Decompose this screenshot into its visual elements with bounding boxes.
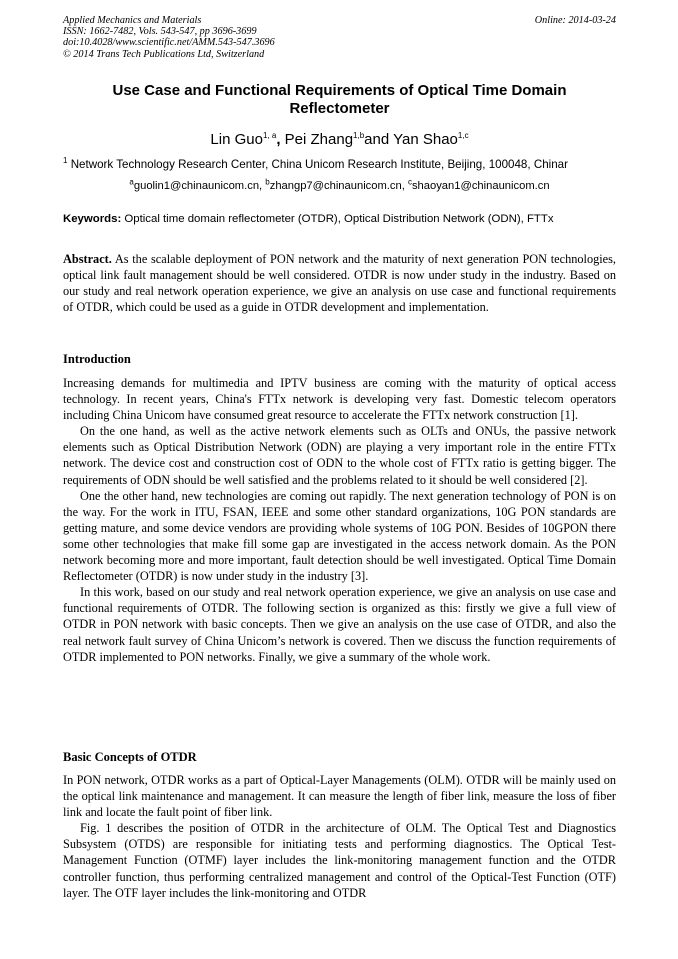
introduction-body — [63, 375, 616, 665]
paragraph: Fig. 1 describes the position of OTDR in the architecture of OLM. The Optical Test and Diagnostics Subsystem (OTDS) are responsible for initiating tests and performing diagnostics. The Optical Test-Management Function (OTMF) layer includes the link-monitoring management function and the OTDR controller function, thus performing centralized management and control of the Optical-Test Function (OTF) layer. The OTF layer includes the link-monitoring and OTDR — [63, 821, 616, 900]
paragraph: In PON network, OTDR works as a part of Optical-Layer Managements (OLM). OTDR will be mainly used on the optical link maintenance and management. It can measure the length of fiber link, measure the loss of fiber link and locate the fault point of fiber link. — [63, 773, 616, 820]
abstract — [63, 251, 616, 315]
author-name: Yan Shao — [393, 131, 458, 148]
journal-doi: doi:10.4028/www.scientific.net/AMM.543-547.3696 — [63, 37, 275, 49]
paragraph: On the one hand, as well as the active network elements such as OLTs and ONUs, the passive network elements such as Optical Distribution Network (ODN) are playing a very important role in the entire FTTx network. The device cost and construction cost of ODN to the whole cost of FTTx ratio is getting bigger. The requirements of ODN should be well satisfied and the problems related to it should be well considered [2]. — [63, 424, 616, 487]
email-mark: b — [265, 177, 270, 187]
paragraph: In this work, based on our study and real network operation experience, we give an analysis on use case and functional requirements of OTDR. The following section is organized as this: firstly we give a full view of OTDR in PON network with basic concepts. Then we give an analysis on the use case of OTDR, and also the real network fault survey of China Unicom’s network is covered. Then we discuss the function requirements of OTDR implemented to PON networks. Finally, we give a summary of the whole work. — [63, 585, 616, 664]
abstract-label: Abstract. — [63, 252, 112, 266]
affiliation — [63, 158, 623, 172]
journal-name: Applied Mechanics and Materials — [63, 15, 202, 26]
journal-header — [63, 15, 616, 60]
email-mark: a — [129, 177, 134, 187]
author-affiliation-mark: 1,c — [457, 131, 469, 140]
author-separator: , — [276, 131, 285, 148]
section-heading-basic-concepts: Basic Concepts of OTDR — [63, 750, 197, 764]
affiliation-text: Network Technology Research Center, China Unicom Research Institute, Beijing, 100048, Chinar — [70, 158, 568, 171]
author-affiliation-mark: 1,b — [353, 131, 365, 140]
email-link[interactable]: shaoyan1@chinaunicom.cn — [411, 180, 550, 192]
journal-copyright: © 2014 Trans Tech Publications Ltd, Switzerland — [63, 48, 265, 60]
affiliation-mark: 1 — [63, 156, 68, 166]
section-heading-introduction: Introduction — [63, 352, 131, 366]
author-list — [63, 131, 616, 149]
online-date: Online: 2014-03-24 — [534, 15, 616, 26]
keywords-label: Keywords: — [63, 213, 122, 225]
journal-issn: ISSN: 1662-7482, Vols. 543-547, pp 3696-3699 — [63, 26, 257, 38]
email-mark: c — [407, 177, 412, 187]
abstract-text: As the scalable deployment of PON network and the maturity of next generation PON technologies, optical link fault management should be well considered. OTDR is now under study in the industry. Based on our study and real network operation experience, we give an analysis on use case and functional requirements of OTDR, which could be used as a guide in OTDR development and implementation. — [63, 252, 616, 315]
author-name: Lin Guo — [210, 131, 263, 148]
author-separator: and — [364, 131, 394, 148]
basic-concepts-body — [63, 772, 616, 901]
email-link[interactable]: guolin1@chinaunicom.cn, — [133, 180, 266, 192]
paper-title: Use Case and Functional Requirements of Optical Time Domain Reflectometer — [112, 82, 567, 117]
author-emails — [63, 179, 616, 193]
author-affiliation-mark: 1, a — [262, 131, 277, 140]
author-name: Pei Zhang — [284, 131, 354, 148]
keywords — [63, 212, 623, 226]
keywords-text: Optical time domain reflectometer (OTDR), Optical Distribution Network (ODN), FTTx — [121, 213, 554, 225]
paragraph: Increasing demands for multimedia and IPTV business are coming with the maturity of optical access technology. In recent years, China's FTTx network is developing very fast. Domestic telecom operators including China Unicom have consumed great resource to accelerate the FTTx network construction [1]. — [63, 376, 616, 423]
paragraph: One the other hand, new technologies are coming out rapidly. The next generation technology of PON is on the way. For the work in ITU, FSAN, IEEE and some other standard organizations, 10G PON standards are getting mature, and some device vendors are providing whole systems of 10G PON. Besides of 10GPON there some other technologies that make fill some gap are investigated in the access network domain. As the PON network becoming more and more important, fault detection should be well investigated. Optical Time Domain Reflectometer (OTDR) is now under study in the industry [3]. — [63, 488, 616, 584]
email-link[interactable]: zhangp7@chinaunicom.cn, — [269, 180, 408, 192]
